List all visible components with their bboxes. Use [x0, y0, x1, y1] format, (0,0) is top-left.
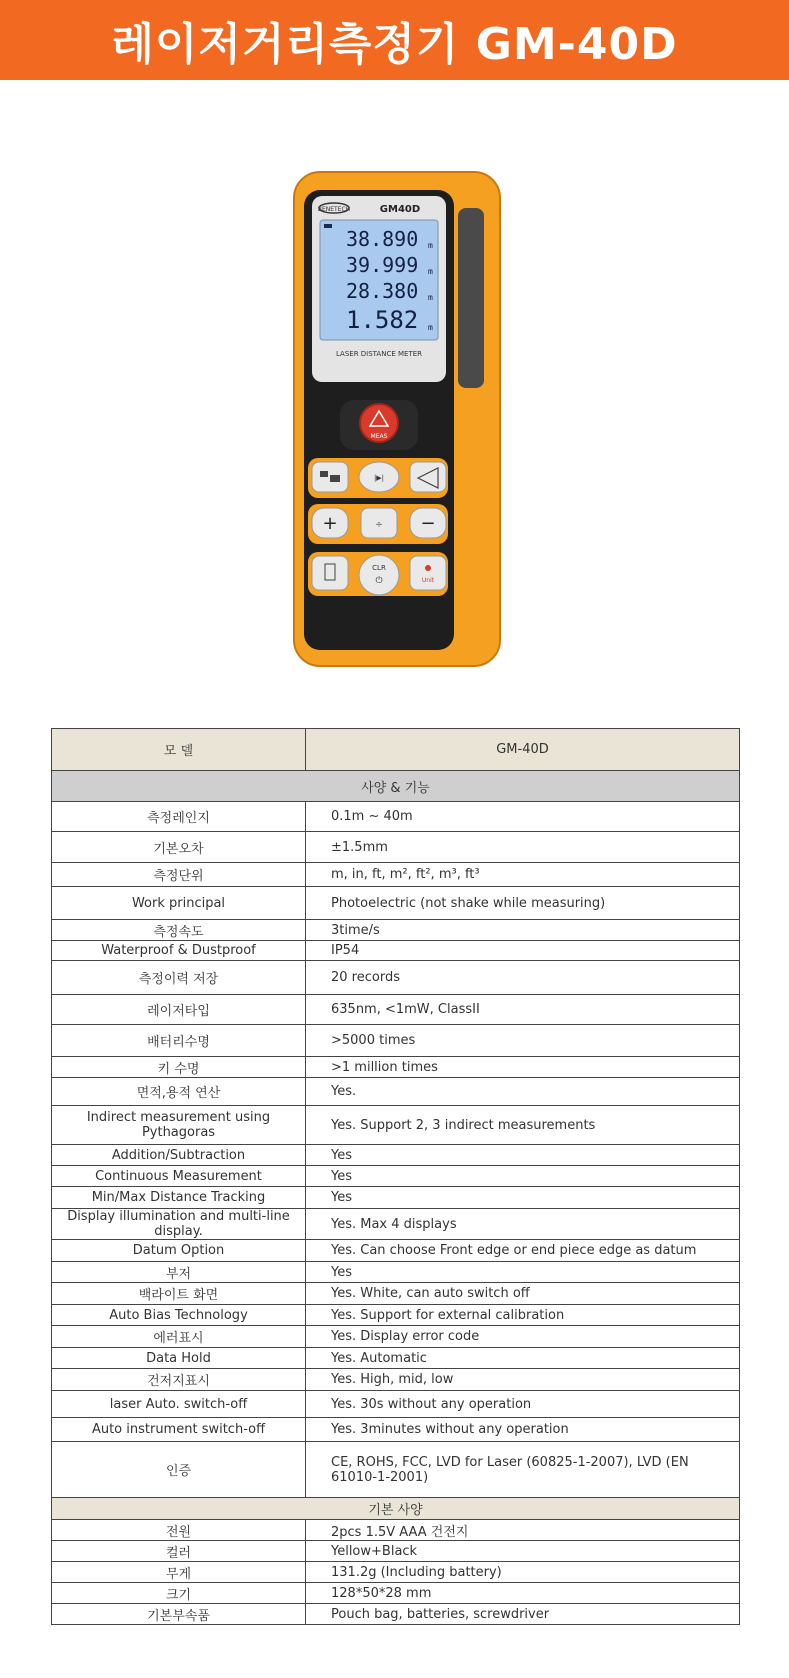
svg-text:−: −: [420, 513, 436, 534]
spec-value: Photoelectric (not shake while measuring): [306, 887, 740, 920]
spec-value: Yes. Support for external calibration: [306, 1305, 740, 1326]
spec-label: 건저지표시: [52, 1369, 306, 1391]
spec-value: 2pcs 1.5V AAA 건전지: [306, 1520, 740, 1541]
spec-value: Yes. Max 4 displays: [306, 1209, 740, 1240]
section-title-basic: 기본 사양: [52, 1498, 740, 1520]
spec-label: Datum Option: [52, 1240, 306, 1262]
spec-label: Data Hold: [52, 1348, 306, 1369]
svg-text:⏻: ⏻: [375, 576, 383, 586]
spec-label: 측정이력 저장: [52, 961, 306, 995]
product-image: [290, 168, 510, 673]
spec-value: >5000 times: [306, 1025, 740, 1057]
spec-value: ±1.5mm: [306, 832, 740, 863]
spec-value: m, in, ft, m², ft², m³, ft³: [306, 863, 740, 887]
table-row: [52, 887, 740, 920]
spec-value: CE, ROHS, FCC, LVD for Laser (60825-1-2007), LVD (EN 61010-1-2001): [306, 1442, 740, 1498]
table-row: [52, 1262, 740, 1283]
spec-value: Yellow+Black: [306, 1541, 740, 1562]
spec-label: 부저: [52, 1262, 306, 1283]
table-row: [52, 1562, 740, 1583]
spec-label: 기본부속품: [52, 1604, 306, 1625]
spec-label: 측정단위: [52, 863, 306, 887]
table-row: [52, 1541, 740, 1562]
spec-label: Work principal: [52, 887, 306, 920]
spec-value: Yes. Automatic: [306, 1348, 740, 1369]
svg-text:|▶|: |▶|: [373, 474, 385, 482]
model-value: GM-40D: [306, 729, 740, 771]
spec-label: 전원: [52, 1520, 306, 1541]
table-row: [52, 1391, 740, 1418]
spec-label: 기본오차: [52, 832, 306, 863]
table-row: [52, 1442, 740, 1498]
spec-value: 0.1m ~ 40m: [306, 802, 740, 832]
table-row: [52, 1187, 740, 1209]
spec-label: 레이저타입: [52, 995, 306, 1025]
spec-value: IP54: [306, 941, 740, 961]
spec-value: >1 million times: [306, 1057, 740, 1078]
spec-label: 측정레인지: [52, 802, 306, 832]
spec-value: 20 records: [306, 961, 740, 995]
spec-value: Yes. White, can auto switch off: [306, 1283, 740, 1305]
spec-table: [51, 728, 740, 1625]
table-row: [52, 1106, 740, 1145]
spec-value: Yes: [306, 1187, 740, 1209]
table-row: [52, 1369, 740, 1391]
spec-label: 인증: [52, 1442, 306, 1498]
unit-2: m: [428, 267, 433, 276]
spec-label: 에러표시: [52, 1326, 306, 1348]
table-row: [52, 961, 740, 995]
unit-1: m: [428, 241, 433, 250]
spec-label: laser Auto. switch-off: [52, 1391, 306, 1418]
table-row: [52, 1025, 740, 1057]
reading-4: 1.582: [346, 306, 419, 334]
table-row: [52, 1283, 740, 1305]
spec-label: 무게: [52, 1562, 306, 1583]
spec-label: Auto Bias Technology: [52, 1305, 306, 1326]
meas-label: MEAS: [370, 433, 388, 440]
spec-value: 128*50*28 mm: [306, 1583, 740, 1604]
table-row: [52, 863, 740, 887]
page-title-banner: [0, 0, 789, 80]
spec-value: Yes: [306, 1262, 740, 1283]
spec-label: Addition/Subtraction: [52, 1145, 306, 1166]
table-row: [52, 832, 740, 863]
spec-value: Yes. High, mid, low: [306, 1369, 740, 1391]
table-row: [52, 1078, 740, 1106]
spec-value: 3time/s: [306, 920, 740, 941]
device-label: LASER DISTANCE METER: [335, 350, 423, 358]
table-row: [52, 1604, 740, 1625]
spec-label: 키 수명: [52, 1057, 306, 1078]
spec-label: 컬러: [52, 1541, 306, 1562]
spec-label: 면적,용적 연산: [52, 1078, 306, 1106]
table-row: [52, 1145, 740, 1166]
spec-value: 635nm, <1mW, ClassII: [306, 995, 740, 1025]
page-title: 레이저거리측정기 GM-40D: [111, 19, 678, 70]
spec-label: Indirect measurement using Pythagoras: [52, 1106, 306, 1145]
device-brand: BENETECH: [317, 206, 351, 213]
spec-value: Yes: [306, 1145, 740, 1166]
table-row: [52, 995, 740, 1025]
spec-label: Display illumination and multi-line display.: [52, 1209, 306, 1240]
spec-label: Min/Max Distance Tracking: [52, 1187, 306, 1209]
clr-label: CLR: [372, 564, 386, 572]
svg-text:+: +: [322, 513, 338, 534]
spec-value: Yes. 30s without any operation: [306, 1391, 740, 1418]
spec-label: Auto instrument switch-off: [52, 1418, 306, 1442]
spec-label: 백라이트 화면: [52, 1283, 306, 1305]
table-row: [52, 1209, 740, 1240]
table-row: [52, 941, 740, 961]
spec-value: Yes. Display error code: [306, 1326, 740, 1348]
reading-2: 39.999: [346, 253, 419, 277]
unit-4: m: [428, 323, 433, 332]
table-row: [52, 920, 740, 941]
device-model: GM40D: [379, 204, 421, 215]
table-row: [52, 1305, 740, 1326]
table-row: [52, 1418, 740, 1442]
model-row: [52, 729, 740, 771]
spec-value: 131.2g (Including battery): [306, 1562, 740, 1583]
spec-value: Yes.: [306, 1078, 740, 1106]
table-row: [52, 1057, 740, 1078]
spec-label: Waterproof & Dustproof: [52, 941, 306, 961]
table-row: [52, 802, 740, 832]
spec-value: Pouch bag, batteries, screwdriver: [306, 1604, 740, 1625]
svg-text:÷: ÷: [375, 520, 383, 530]
section-header: [52, 771, 740, 802]
spec-label: 크기: [52, 1583, 306, 1604]
unit-key-label: Unit: [421, 577, 435, 584]
table-row: [52, 1166, 740, 1187]
spec-value: Yes. Can choose Front edge or end piece edge as datum: [306, 1240, 740, 1262]
table-row: [52, 1348, 740, 1369]
unit-3: m: [428, 293, 433, 302]
spec-value: Yes: [306, 1166, 740, 1187]
spec-label: Continuous Measurement: [52, 1166, 306, 1187]
spec-value: Yes. Support 2, 3 indirect measurements: [306, 1106, 740, 1145]
spec-value: Yes. 3minutes without any operation: [306, 1418, 740, 1442]
spec-label: 배터리수명: [52, 1025, 306, 1057]
table-row: [52, 1240, 740, 1262]
section-title-specs: 사양 & 기능: [52, 771, 740, 802]
spec-label: 측정속도: [52, 920, 306, 941]
table-row: [52, 1520, 740, 1541]
reading-3: 28.380: [346, 279, 419, 303]
table-row: [52, 1583, 740, 1604]
reading-1: 38.890: [346, 227, 419, 251]
model-label: 모 델: [52, 729, 306, 771]
table-row: [52, 1326, 740, 1348]
section-header: [52, 1498, 740, 1520]
